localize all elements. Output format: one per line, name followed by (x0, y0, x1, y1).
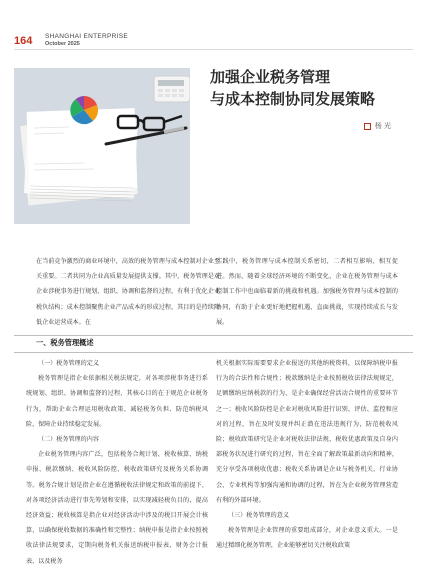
body-paragraph-continued: 机关根据实际需要要求企业报送的其他纳税资料，以保障纳税申报行为的合法性和合规性；税款缴纳是企业按照税收法律法规规定，足额缴纳应纳税款的行为，是企业确保经营活动合规性的重要环节之一；税收风险防控是企业对税收风险进行识别、评估、监控和应对的过程，旨在及时发现并纠正潜在违法违规行为，防范税收风险；税收政策研究是企业对税收法律法规、税收优惠政策及自身内部税务状况进行研究的过程，旨在全面了解政策最新动向和精神，充分享受各项税收优惠；税收关系协调是企业与税务机关、行业协会、专业机构等加强沟通和协调的过程，旨在为企业税务管理营造有利的外部环境。 (216, 360, 398, 504)
documents-calculator-glasses-illustration (14, 68, 190, 224)
author-marker-icon (364, 123, 371, 130)
subsection-heading-content: （二）税务管理的内容 (38, 436, 99, 444)
section-divider-bottom (14, 352, 413, 353)
article-title-line-2: 与成本控制协同发展策略 (210, 90, 376, 108)
subsection-heading-definition: （一）税务管理的定义 (38, 360, 99, 367)
intro-paragraph-left: 在当前竞争激烈的商业环境中，高效的税务管理与成本控制对企业至关重要。二者共同为企业高质量发展提供支撑。其中，税务管理是对企业涉税事务进行规划、组织、协调和监督的过程，有利于优化企业税负结构；成本控制聚焦企业产品成本的形成过程，其目的是持续降低企业运营成本。在 (36, 258, 220, 326)
body-column-right (216, 356, 398, 554)
calculator-icon (154, 76, 190, 102)
subsection-heading-significance: （三）税务管理的意义 (228, 512, 289, 520)
author-name: 杨 光 (374, 122, 391, 130)
page-number: 164 (14, 35, 33, 47)
article-title-line-1: 加强企业税务管理 (210, 68, 331, 86)
issue-date: October 2025 (45, 41, 80, 47)
header-divider (14, 49, 413, 50)
body-paragraph-significance: 税务管理是企业管理的重要组成部分，对企业意义重大。一是通过精细化税务管理，企业能够密切关注税收政策 (216, 527, 398, 550)
article-title (210, 66, 410, 110)
body-column-left (26, 356, 208, 569)
magazine-name: SHANGHAI ENTERPRISE (45, 33, 128, 40)
hero-image (14, 68, 190, 224)
body-paragraph-definition: 税务管理是指企业依据相关税法规定，对各项涉税事务进行系统规划、组织、协调和监督的过程，其核心目的在于规范企业税务行为，帮助企业合理运用税收政策、减轻税务负担、防范纳税风险，保障企业持续稳定发展。 (26, 375, 208, 428)
section-heading: 一、税务管理概述 (36, 338, 94, 347)
author-byline (364, 121, 391, 131)
body-paragraph-content: 企业税务管理内容广泛，包括税务合规计划、税收核算、纳税申报、税款缴纳、税收风险防控、税收政策研究及税务关系协调等。税务合规计划是指企业在遵循税收法律规定和政策的前提下，对各项经济活动进行事先筹划和安排，以实现减轻税负目的，提高经济效益；税收核算是指企业对经济活动中涉及的税目开展会计核算，以确保税收数据的准确性和完整性；纳税申报是指企业按照税收法律法规要求，定期向税务机关报送纳税申报表、财务会计报表，以及税务 (26, 451, 208, 565)
section-divider-top (14, 335, 413, 336)
intro-paragraph-right: 实践中，税务管理与成本控制关系密切，二者相互影响、相互促进。然而，随着全球经济环境的不断变化，企业在税务管理与成本控制工作中也面临着新的挑战和机遇。加强税务管理与成本控制的协同，有助于企业更好地把握机遇、直面挑战，实现持续成长与发展。 (216, 258, 398, 326)
